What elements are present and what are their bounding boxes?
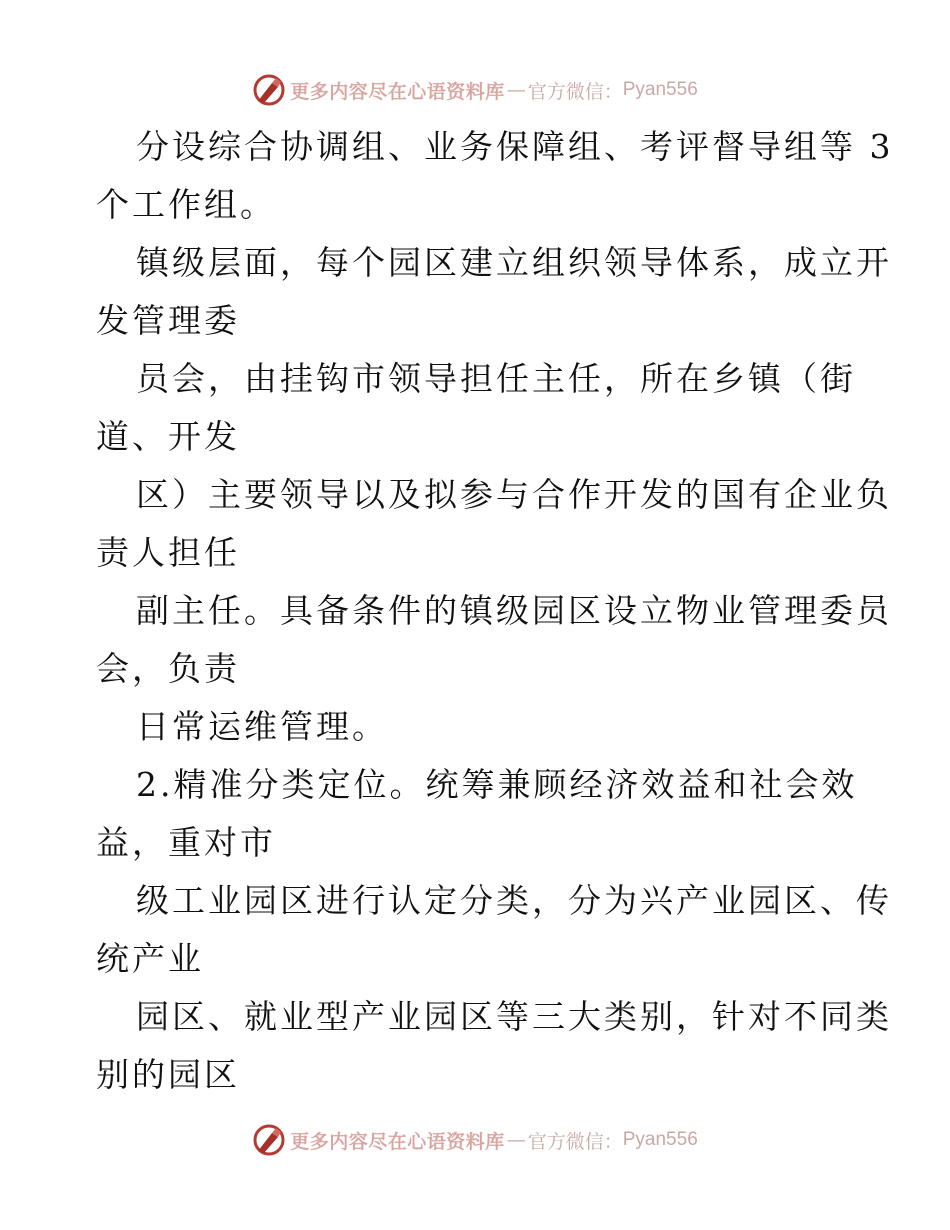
body-line: 副主任。具备条件的镇级园区设立物业管理委员 [136, 591, 892, 630]
body-line: 分设综合协调组、业务保障组、考评督导组等 3 [136, 127, 894, 166]
body-line: 员会，由挂钩市领导担任主任，所在乡镇（街 [136, 359, 856, 398]
body-line: 统产业 [96, 939, 204, 978]
footer-dash: — [506, 1129, 526, 1151]
body-line: 道、开发 [96, 417, 240, 456]
footer-wechat-label: 官方微信： [527, 1130, 623, 1153]
body-line: 个工作组。 [96, 185, 276, 224]
body-line: 区）主要领导以及拟参与合作开发的国有企业负 [136, 475, 892, 514]
header-wechat-label: 官方微信： [527, 80, 623, 103]
pen-nib-logo-icon [252, 1123, 286, 1157]
body-line: 别的园区 [96, 1055, 240, 1094]
body-line: 日常运维管理。 [136, 707, 388, 746]
footer-watermark [0, 1120, 950, 1160]
header-dash: — [506, 79, 526, 101]
body-line: 2.精准分类定位。统筹兼顾经济效益和社会效 [136, 765, 858, 804]
body-line: 园区、就业型产业园区等三大类别，针对不同类 [136, 997, 892, 1036]
footer-wechat-handle: Pyan556 [622, 1129, 698, 1150]
body-line: 镇级层面，每个园区建立组织领导体系，成立开 [136, 243, 892, 282]
header-brand-text: 更多内容尽在心语资料库 [290, 80, 505, 103]
header-watermark [0, 70, 950, 110]
body-line: 级工业园区进行认定分类，分为兴产业园区、传 [136, 881, 892, 920]
body-line: 会，负责 [96, 649, 240, 688]
pen-nib-logo-icon [252, 73, 286, 107]
body-line: 发管理委 [96, 301, 240, 340]
footer-brand-text: 更多内容尽在心语资料库 [290, 1130, 505, 1153]
body-line: 益，重对市 [96, 823, 276, 862]
body-line: 责人担任 [96, 533, 240, 572]
header-wechat-handle: Pyan556 [622, 79, 698, 100]
